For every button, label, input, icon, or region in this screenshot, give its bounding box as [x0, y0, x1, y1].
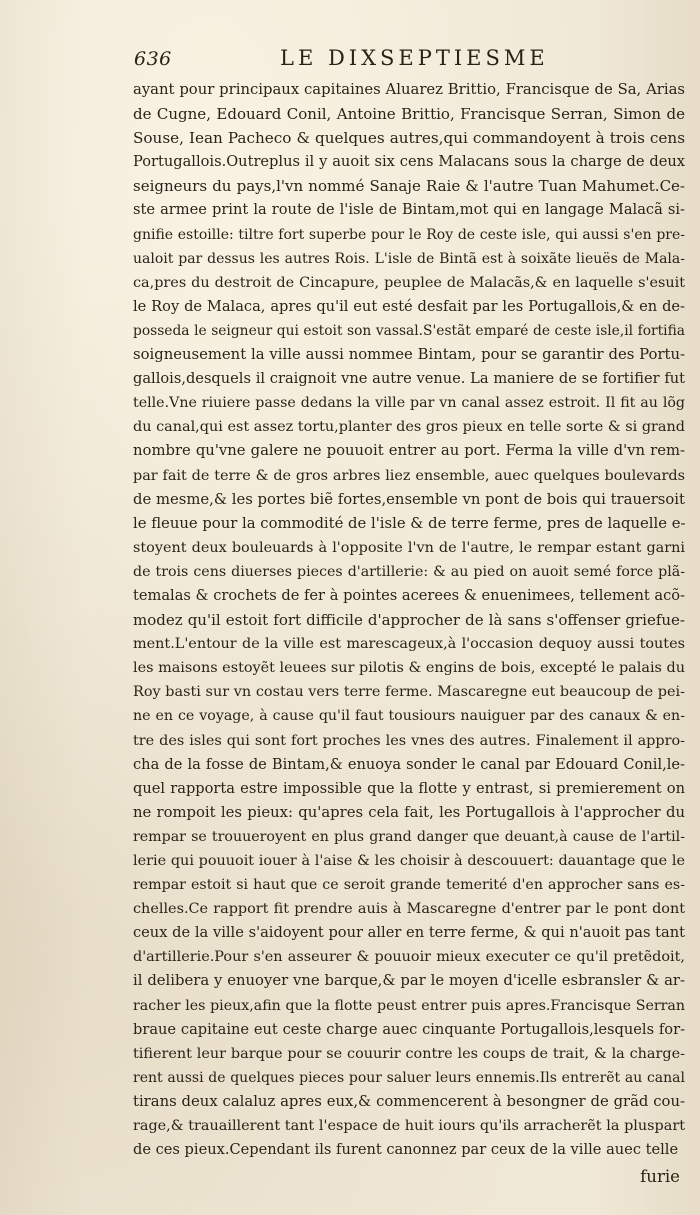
text-line: rent aussi de quelques pieces pour saluer leurs ennemis.Ils entrerẽt au canal — [133, 1069, 685, 1086]
text-line: tre des isles qui sont fort proches les vnes des autres. Finalement il appro- — [133, 732, 685, 749]
text-line: le Roy de Malaca, apres qu'il eut esté desfait par les Portugallois,& en de- — [133, 297, 685, 315]
text-line: rempar se trouueroyent en plus grand danger que deuant,à cause de l'artil- — [133, 828, 685, 845]
text-line: ca,pres du destroit de Cincapure, peuplee de Malacãs,& en laquelle s'esuit — [133, 274, 685, 291]
text-line: Souse, Iean Pacheco & quelques autres,qui commandoyent à trois cens — [133, 129, 685, 148]
text-line: ment.L'entour de la ville est marescageux,à l'occasion dequoy aussi toutes — [133, 636, 685, 653]
text-line: nombre qu'vne galere ne pouuoit entrer au port. Ferma la ville d'vn rem- — [133, 442, 685, 460]
text-line: le fleuue pour la commodité de l'isle & de terre ferme, pres de laquelle e- — [133, 514, 686, 532]
text-line: de mesme,& les portes biẽ fortes,ensemble vn pont de bois qui trauersoit — [133, 490, 685, 508]
text-line: de trois cens diuerses pieces d'artillerie: & au pied on auoit semé force plã- — [133, 563, 685, 580]
text-line: modez qu'il estoit fort difficile d'approcher de là sans s'offenser griefue- — [133, 611, 685, 630]
text-line: temalas & crochets de fer à pointes acerees & enuenimees, tellement acõ- — [133, 586, 685, 604]
text-line: soigneusement la ville aussi nommee Bintam, pour se garantir des Portu- — [133, 346, 685, 364]
text-line: du canal,qui est assez tortu,planter des gros pieux en telle sorte & si grand — [133, 419, 685, 436]
catchword: furie — [640, 1167, 680, 1186]
text-line: stoyent deux bouleuards à l'opposite l'vn de l'autre, le rempar estant garni — [133, 539, 685, 556]
page-header — [130, 46, 690, 76]
text-line: ualoit par dessus les autres Rois. L'isle de Bintã est à soixãte lieuës de Mala- — [133, 250, 685, 267]
text-line: Roy basti sur vn costau vers terre ferme. Mascaregne eut beaucoup de pei- — [133, 684, 685, 701]
text-line: ayant pour principaux capitaines Aluarez Brittio, Francisque de Sa, Arias — [133, 81, 685, 98]
text-line: gnifie estoille: tiltre fort superbe pour le Roy de ceste isle, qui aussi s'en pre- — [133, 226, 685, 243]
text-line: d'artillerie.Pour s'en asseurer & pouuoir mieux executer ce qu'il pretẽdoit, — [133, 949, 685, 966]
text-line: par fait de terre & de gros arbres liez ensemble, auec quelques boulevards — [133, 467, 685, 484]
text-line: seigneurs du pays,l'vn nommé Sanaje Raie & l'autre Tuan Mahumet.Ce- — [133, 177, 685, 196]
text-line: ne rompoit les pieux: qu'apres cela fait, les Portugallois à l'approcher du — [133, 803, 685, 821]
text-line: de Cugne, Edouard Conil, Antoine Brittio, Francisque Serran, Simon de — [133, 105, 685, 124]
text-line: lerie qui pouuoit iouer à l'aise & les choisir à descouuert: dauantage que le — [133, 853, 685, 869]
text-line: rempar estoit si haut que ce seroit grande temerité d'en approcher sans es- — [133, 877, 685, 894]
text-line: quel rapporta estre impossible que la flotte y entrast, si premierement on — [133, 779, 685, 797]
text-line: telle.Vne riuiere passe dedans la ville par vn canal assez estroit. Il fit au lõg — [133, 395, 685, 412]
text-line: tirans deux calaluz apres eux,& commencerent à besongner de grãd cou- — [133, 1092, 685, 1110]
text-line: possedа le seigneur qui estoit son vassal.S'estãt emparé de ceste isle,il fortifia — [133, 322, 685, 339]
body-text — [133, 78, 685, 1162]
page-number: 636 — [134, 48, 172, 70]
text-line: ste armee print la route de l'isle de Bintam,mot qui en langage Malacã si- — [133, 201, 685, 219]
text-line: rage,& trauaillerent tant l'espace de huit iours qu'ils arracherẽt la pluspart — [133, 1118, 685, 1135]
text-line: braue capitaine eut ceste charge auec cinquante Portugallois,lesquels for- — [133, 1020, 685, 1038]
text-line: ceux de la ville s'aidoyent pour aller en terre ferme, & qui n'auoit pas tant — [133, 924, 685, 942]
running-head: LE DIXSEPTIESME — [280, 46, 549, 70]
text-line: racher les pieux,afin que la flotte peust entrer puis apres.Francisque Serran — [133, 997, 685, 1014]
text-line: il delibera y enuoyer vne barque,& par le moyen d'icelle esbransler & ar- — [133, 972, 685, 990]
text-line: gallois,desquels il craignoit vne autre venue. La maniere de se fortifier fut — [133, 370, 685, 388]
text-line: tifierent leur barque pour se couurir contre les coups de trait, & la charge- — [133, 1045, 685, 1062]
text-line: cha de la fosse de Bintam,& enuoya sonder le canal par Edouard Conil,le- — [133, 755, 685, 773]
text-line: les maisons estoyẽt leuees sur pilotis & engins de bois, excepté le palais du — [133, 660, 685, 677]
text-line: ne en ce voyage, à cause qu'il faut tousiours nauiguer par des canaux & en- — [133, 708, 685, 725]
text-line: chelles.Ce rapport fit prendre auis à Mascaregne d'entrer par le pont dont — [133, 901, 685, 918]
text-line: Portugallois.Outreplus il y auoit six cens Malacans sous la charge de deux — [133, 153, 685, 171]
text-line: de ces pieux.Cependant ils furent canonnez par ceux de la ville auec telle — [133, 1141, 679, 1159]
